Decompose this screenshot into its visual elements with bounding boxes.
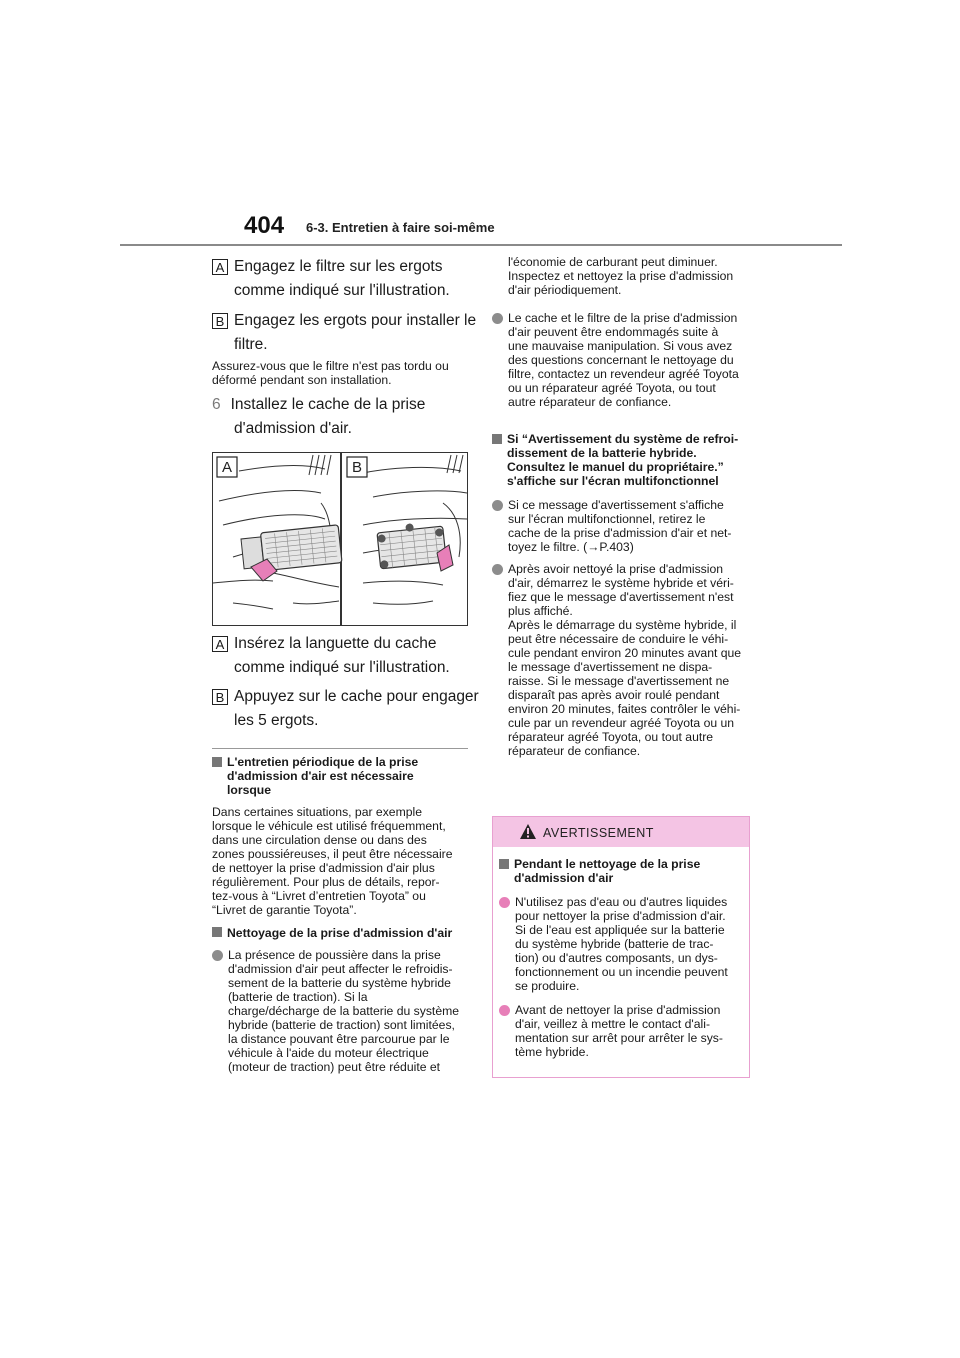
bullet-line: Si ce message d'avertissement s'affiche bbox=[508, 498, 724, 512]
bullet-line: cache de la prise d'admission d'air et net- bbox=[508, 526, 732, 540]
bullet-line: N'utilisez pas d'eau ou d'autres liquides bbox=[515, 895, 728, 909]
bullet-line: Après avoir nettoyé la prise d'admission bbox=[508, 562, 724, 576]
instruction-line: filtre. bbox=[234, 336, 268, 353]
bullet-item bbox=[492, 311, 774, 409]
bullet-line: sement de la batterie du système hybride bbox=[228, 976, 451, 990]
instruction-a-cover bbox=[212, 633, 482, 679]
section-title: 6-3. Entretien à faire soi-même bbox=[306, 220, 495, 235]
figure-label-b: B bbox=[351, 459, 363, 476]
heading-line: Nettoyage de la prise d'admission d'air bbox=[227, 926, 453, 940]
circle-bullet-icon bbox=[492, 313, 503, 324]
square-bullet-icon bbox=[499, 859, 509, 869]
bullet-line: mentation sur arrêt pour arrêter le sys- bbox=[515, 1031, 723, 1045]
label-b-badge: B bbox=[212, 313, 228, 329]
step-number: 6 bbox=[212, 396, 221, 413]
bullet-line: cule par un revendeur agréé Toyota ou un bbox=[508, 716, 735, 730]
heading-line: d'admission d'air est nécessaire bbox=[227, 769, 414, 783]
body-line: de nettoyer la prise d'admission d'air plus bbox=[212, 861, 435, 875]
instruction-line: comme indiqué sur l'illustration. bbox=[234, 282, 450, 299]
instruction-b-cover bbox=[212, 686, 482, 732]
continued-text bbox=[508, 255, 758, 297]
bullet-line: (batterie de traction). Si la bbox=[228, 990, 368, 1004]
instruction-line: Appuyez sur le cache pour engager bbox=[234, 688, 479, 705]
label-a-badge: A bbox=[212, 259, 228, 275]
square-bullet-icon bbox=[492, 434, 502, 444]
instruction-line: comme indiqué sur l'illustration. bbox=[234, 659, 450, 676]
note-line: Assurez-vous que le filtre n'est pas tordu ou bbox=[212, 359, 449, 373]
bullet-line: Le cache et le filtre de la prise d'admission bbox=[508, 311, 738, 325]
section-heading bbox=[492, 432, 762, 488]
bullet-line: Après le démarrage du système hybride, il bbox=[508, 618, 737, 632]
maintenance-section bbox=[212, 755, 477, 1074]
label-b-badge: B bbox=[212, 689, 228, 705]
body-line: régulièrement. Pour plus de détails, repor- bbox=[212, 875, 440, 889]
warning-bullet bbox=[499, 1003, 743, 1059]
body-line: l'économie de carburant peut diminuer. bbox=[508, 255, 718, 269]
bullet-line: pour nettoyer la prise d'admission d'air. bbox=[515, 909, 726, 923]
instruction-line: Insérez la languette du cache bbox=[234, 635, 437, 652]
body-line: tez-vous à “Livret d’entretien Toyota” ou bbox=[212, 889, 426, 903]
heading-line: Consultez le manuel du propriétaire.” bbox=[507, 460, 724, 474]
bullet-line: toyez le filtre. (→P.403) bbox=[508, 540, 634, 554]
body-line: zones poussiéreuses, il peut être nécessaire bbox=[212, 847, 453, 861]
section-divider bbox=[212, 748, 468, 749]
bullet-line: du système hybride (batterie de trac- bbox=[515, 937, 714, 951]
bullet-line: tème hybride. bbox=[515, 1045, 589, 1059]
section-heading bbox=[212, 755, 477, 797]
bullet-line: peut être nécessaire de conduire le véhi- bbox=[508, 632, 729, 646]
bullet-line: Si de l'eau est appliquée sur la batterie bbox=[515, 923, 725, 937]
bullet-line: réparateur de confiance. bbox=[508, 744, 641, 758]
bullet-line: fiez que le message d'avertissement n'est bbox=[508, 590, 734, 604]
bullet-line: des questions concernant le nettoyage du bbox=[508, 353, 734, 367]
bullet-line: d'admission d'air peut affecter le refroidis- bbox=[228, 962, 453, 976]
section-heading bbox=[212, 926, 477, 940]
bullet-line: autre réparateur de confiance. bbox=[508, 395, 672, 409]
warning-bullet bbox=[499, 895, 743, 993]
body-line: dans une circulation dense ou dans des bbox=[212, 833, 427, 847]
heading-line: d'admission d'air bbox=[514, 871, 614, 885]
body-line: lorsque le véhicule est utilisé fréquemment, bbox=[212, 819, 446, 833]
note-line: déformé pendant son installation. bbox=[212, 373, 392, 387]
section-body bbox=[212, 805, 477, 917]
bullet-line: d'air, veillez à mettre le contact d'ali- bbox=[515, 1017, 710, 1031]
square-bullet-icon bbox=[212, 927, 222, 937]
body-line: Dans certaines situations, par exemple bbox=[212, 805, 423, 819]
bullet-line: disparaît pas après avoir roulé pendant bbox=[508, 688, 720, 702]
bullet-line: Avant de nettoyer la prise d'admission bbox=[515, 1003, 721, 1017]
step-6 bbox=[212, 394, 482, 440]
bullet-line: hybride (batterie de traction) sont limitées, bbox=[228, 1018, 455, 1032]
bullet-line: plus affiché. bbox=[508, 604, 573, 618]
warning-title: AVERTISSEMENT bbox=[543, 826, 654, 840]
circle-bullet-icon bbox=[492, 564, 503, 575]
heading-line: dissement de la batterie hybride. bbox=[507, 446, 697, 460]
bullet-line: véhicule à l'aide du moteur électrique bbox=[228, 1046, 429, 1060]
bullet-line: d'air peuvent être endommagés suite à bbox=[508, 325, 719, 339]
body-line: d'air périodiquement. bbox=[508, 283, 622, 297]
warning-triangle-icon bbox=[519, 823, 537, 840]
page-number: 404 bbox=[244, 212, 285, 239]
bullet-line: charge/décharge de la batterie du système bbox=[228, 1004, 460, 1018]
bullet-line: le message d'avertissement ne dispa- bbox=[508, 660, 713, 674]
bullet-line: sur l'écran multifonctionnel, retirez le bbox=[508, 512, 706, 526]
heading-line: s'affiche sur l'écran multifonctionnel bbox=[507, 474, 719, 488]
bullet-item bbox=[492, 562, 762, 758]
bullet-line: ou un réparateur agréé Toyota, ou tout bbox=[508, 381, 716, 395]
bullet-line: cule pendant environ 20 minutes avant que bbox=[508, 646, 742, 660]
bullet-line: raisse. Si le message d'avertissement ne bbox=[508, 674, 730, 688]
instruction-line: les 5 ergots. bbox=[234, 712, 319, 729]
bullet-line: se produire. bbox=[515, 979, 580, 993]
warning-message-section bbox=[492, 432, 762, 758]
instruction-line: Engagez les ergots pour installer le bbox=[234, 312, 477, 329]
label-a-badge: A bbox=[212, 636, 228, 652]
warning-box bbox=[492, 816, 750, 1078]
bullet-item bbox=[212, 948, 477, 1074]
instruction-b-filter bbox=[212, 310, 482, 356]
instruction-line: Engagez le filtre sur les ergots bbox=[234, 258, 443, 275]
heading-line: lorsque bbox=[227, 783, 272, 797]
illustration-drawing bbox=[213, 453, 467, 625]
body-line: “Livret de garantie Toyota”. bbox=[212, 903, 357, 917]
figure-label-a: A bbox=[221, 459, 233, 476]
bullet-line: réparateur agréé Toyota, ou tout autre bbox=[508, 730, 714, 744]
bullet-line: environ 20 minutes, faites contrôler le véhi- bbox=[508, 702, 741, 716]
filter-note bbox=[212, 359, 482, 387]
heading-line: Si “Avertissement du système de refroi- bbox=[507, 432, 739, 446]
circle-bullet-icon bbox=[212, 950, 223, 961]
bullet-line: La présence de poussière dans la prise bbox=[228, 948, 441, 962]
circle-bullet-icon bbox=[499, 1005, 510, 1016]
bullet-line: une mauvaise manipulation. Si vous avez bbox=[508, 339, 733, 353]
installation-illustration bbox=[212, 452, 468, 626]
bullet-line: (moteur de traction) peut être réduite et bbox=[228, 1060, 441, 1074]
bullet-line: filtre, contactez un revendeur agréé Toyota bbox=[508, 367, 739, 381]
body-line: Inspectez et nettoyez la prise d'admission bbox=[508, 269, 734, 283]
warning-heading bbox=[499, 857, 743, 885]
bullet-line: d'air, démarrez le système hybride et véri- bbox=[508, 576, 734, 590]
heading-line: Pendant le nettoyage de la prise bbox=[514, 857, 701, 871]
step-line: Installez le cache de la prise bbox=[230, 396, 426, 413]
bullet-line: tion) ou d'autres composants, un dys- bbox=[515, 951, 718, 965]
header-divider bbox=[120, 244, 842, 246]
warning-header bbox=[493, 817, 749, 847]
circle-bullet-icon bbox=[499, 897, 510, 908]
bullet-line: la distance pouvant être parcourue par le bbox=[228, 1032, 450, 1046]
instruction-a-filter bbox=[212, 256, 482, 302]
circle-bullet-icon bbox=[492, 500, 503, 511]
bullet-item bbox=[492, 498, 762, 554]
step-line: d'admission d'air. bbox=[234, 420, 352, 437]
bullet-line: fonctionnement ou un incendie peuvent bbox=[515, 965, 728, 979]
square-bullet-icon bbox=[212, 757, 222, 767]
heading-line: L'entretien périodique de la prise bbox=[227, 755, 419, 769]
